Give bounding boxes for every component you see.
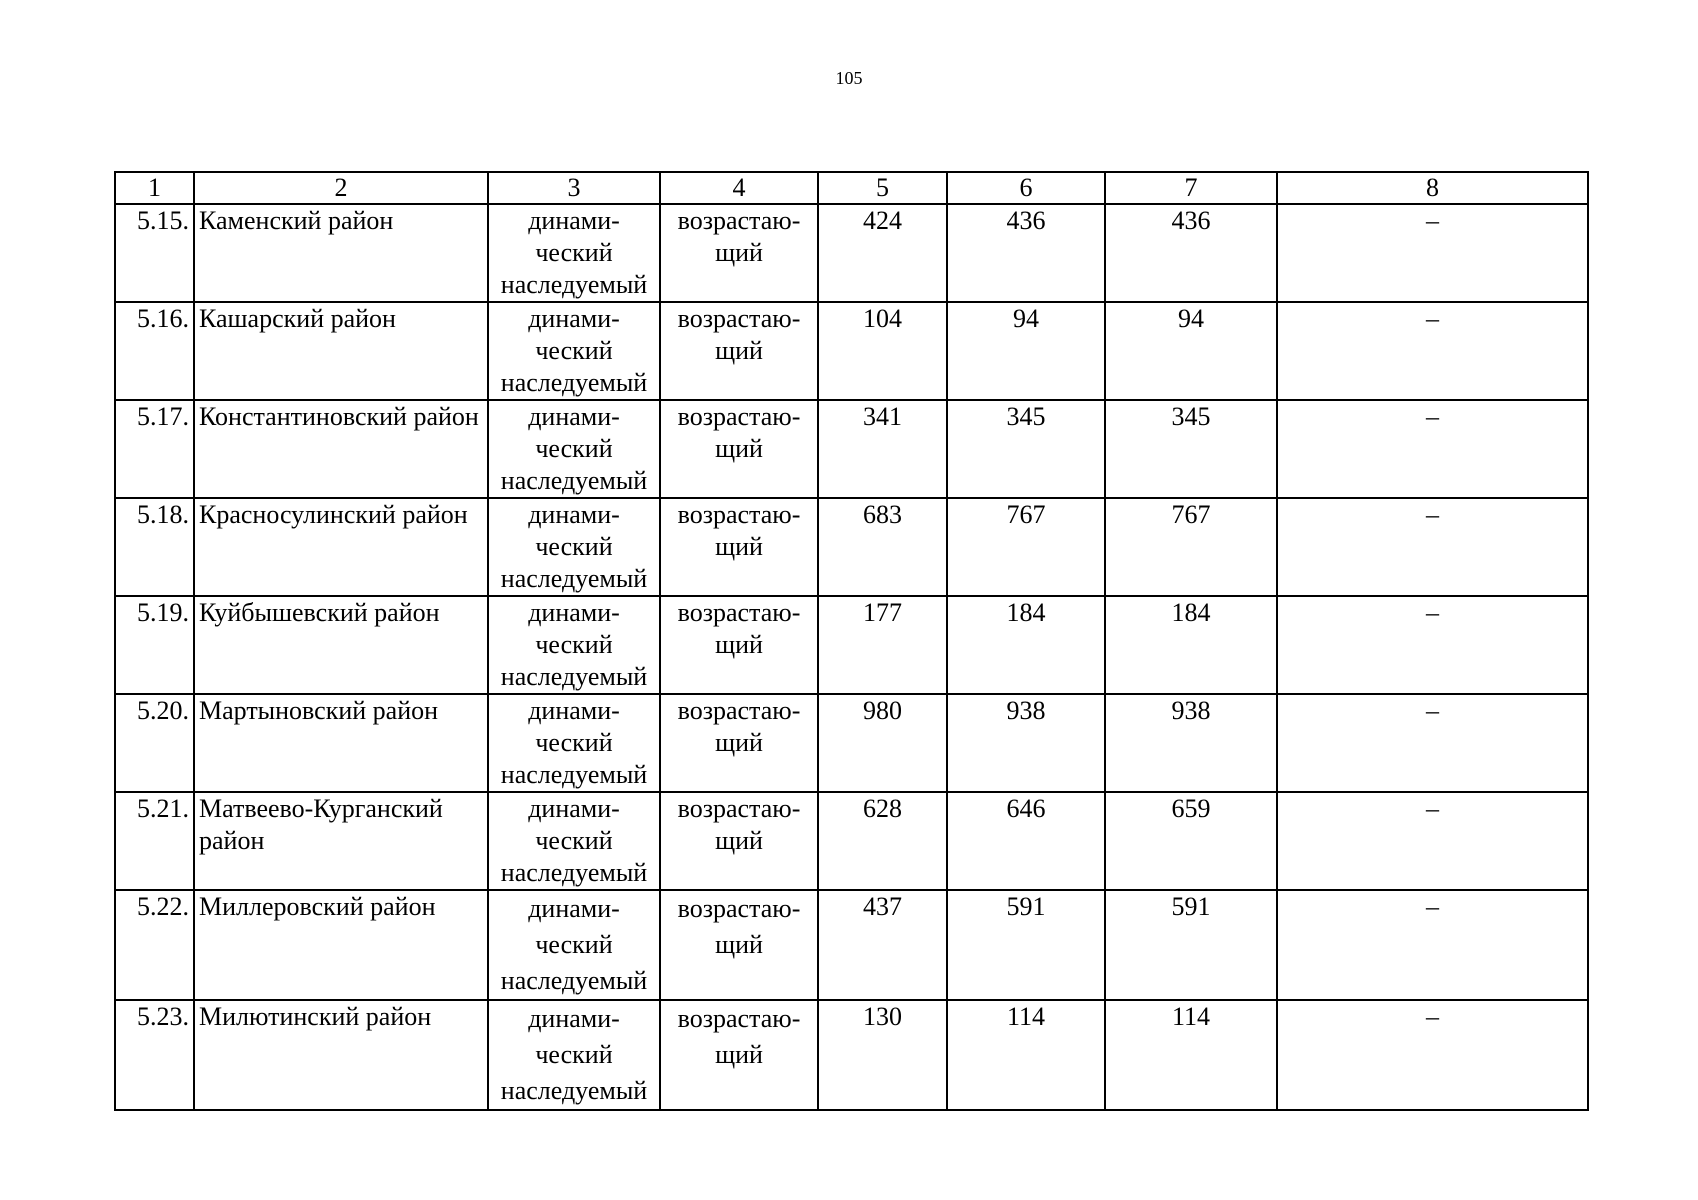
value-col8: –: [1277, 1000, 1588, 1110]
column-header: 7: [1105, 172, 1277, 204]
type-line: наследуемый: [500, 368, 648, 397]
value-col8: –: [1277, 792, 1588, 890]
trend-line: щий: [715, 336, 763, 365]
type-line: динами-: [528, 1004, 620, 1033]
value-col6: 938: [947, 694, 1105, 792]
type-line: ческий: [535, 930, 613, 959]
type-line: наследуемый: [500, 760, 648, 789]
column-header: 8: [1277, 172, 1588, 204]
table-row: [115, 498, 1588, 596]
value-col5: 980: [818, 694, 947, 792]
trend-line: щий: [715, 532, 763, 561]
type-cell: [488, 694, 660, 792]
trend-line: щий: [715, 826, 763, 855]
trend-line: щий: [715, 1040, 763, 1069]
page-number: 105: [835, 68, 863, 88]
row-number: 5.20.: [115, 694, 194, 792]
row-number: 5.22.: [115, 890, 194, 1000]
type-cell: [488, 204, 660, 302]
row-number: 5.17.: [115, 400, 194, 498]
type-cell: [488, 890, 660, 1000]
type-cell: [488, 792, 660, 890]
table-row: [115, 890, 1588, 1000]
type-line: ческий: [535, 826, 613, 855]
type-line: динами-: [528, 598, 620, 627]
value-col6: 436: [947, 204, 1105, 302]
row-number: 5.18.: [115, 498, 194, 596]
value-col8: –: [1277, 400, 1588, 498]
value-col6: 94: [947, 302, 1105, 400]
column-header: 3: [488, 172, 660, 204]
type-line: динами-: [528, 500, 620, 529]
header-row: [115, 172, 1588, 204]
trend-line: возрастаю-: [677, 402, 801, 431]
row-number: 5.21.: [115, 792, 194, 890]
trend-line: щий: [715, 434, 763, 463]
value-col6: 767: [947, 498, 1105, 596]
district-name: Константиновский район: [194, 400, 488, 498]
value-col5: 104: [818, 302, 947, 400]
type-line: ческий: [535, 1040, 613, 1069]
type-cell: [488, 302, 660, 400]
column-header: 2: [194, 172, 488, 204]
district-name: Матвеево-Курганский район: [194, 792, 488, 890]
value-col5: 683: [818, 498, 947, 596]
table-row: [115, 792, 1588, 890]
type-line: динами-: [528, 402, 620, 431]
value-col7: 767: [1105, 498, 1277, 596]
district-name: Каменский район: [194, 204, 488, 302]
trend-cell: [660, 302, 818, 400]
type-cell: [488, 400, 660, 498]
type-line: наследуемый: [500, 466, 648, 495]
trend-line: возрастаю-: [677, 894, 801, 923]
trend-line: возрастаю-: [677, 304, 801, 333]
trend-line: возрастаю-: [677, 794, 801, 823]
trend-cell: [660, 792, 818, 890]
value-col8: –: [1277, 596, 1588, 694]
column-header: 1: [115, 172, 194, 204]
trend-cell: [660, 204, 818, 302]
type-line: наследуемый: [500, 564, 648, 593]
trend-line: щий: [715, 728, 763, 757]
value-col8: –: [1277, 694, 1588, 792]
type-line: ческий: [535, 238, 613, 267]
type-line: динами-: [528, 304, 620, 333]
value-col8: –: [1277, 498, 1588, 596]
table-row: [115, 204, 1588, 302]
trend-line: щий: [715, 630, 763, 659]
district-name: Миллеровский район: [194, 890, 488, 1000]
value-col7: 659: [1105, 792, 1277, 890]
type-line: динами-: [528, 894, 620, 923]
type-line: динами-: [528, 696, 620, 725]
trend-cell: [660, 890, 818, 1000]
type-line: динами-: [528, 206, 620, 235]
value-col5: 437: [818, 890, 947, 1000]
value-col7: 114: [1105, 1000, 1277, 1110]
type-cell: [488, 498, 660, 596]
row-number: 5.15.: [115, 204, 194, 302]
column-header: 6: [947, 172, 1105, 204]
value-col6: 114: [947, 1000, 1105, 1110]
value-col7: 938: [1105, 694, 1277, 792]
value-col7: 184: [1105, 596, 1277, 694]
trend-line: возрастаю-: [677, 206, 801, 235]
type-line: наследуемый: [500, 966, 648, 995]
row-number: 5.19.: [115, 596, 194, 694]
trend-cell: [660, 1000, 818, 1110]
trend-line: щий: [715, 930, 763, 959]
district-name: Мартыновский район: [194, 694, 488, 792]
value-col7: 94: [1105, 302, 1277, 400]
value-col6: 591: [947, 890, 1105, 1000]
district-name: Куйбышевский район: [194, 596, 488, 694]
row-number: 5.23.: [115, 1000, 194, 1110]
table-row: [115, 400, 1588, 498]
value-col8: –: [1277, 204, 1588, 302]
column-header: 4: [660, 172, 818, 204]
value-col5: 341: [818, 400, 947, 498]
district-name: Милютинский район: [194, 1000, 488, 1110]
trend-cell: [660, 498, 818, 596]
data-table: [114, 171, 1589, 1111]
type-line: наследуемый: [500, 662, 648, 691]
value-col5: 628: [818, 792, 947, 890]
type-line: наследуемый: [500, 1076, 648, 1105]
type-line: наследуемый: [500, 270, 648, 299]
value-col5: 130: [818, 1000, 947, 1110]
type-line: ческий: [535, 434, 613, 463]
value-col5: 424: [818, 204, 947, 302]
trend-line: возрастаю-: [677, 500, 801, 529]
type-line: наследуемый: [500, 858, 648, 887]
type-line: ческий: [535, 630, 613, 659]
table-row: [115, 302, 1588, 400]
type-line: ческий: [535, 532, 613, 561]
value-col7: 591: [1105, 890, 1277, 1000]
value-col8: –: [1277, 890, 1588, 1000]
type-cell: [488, 596, 660, 694]
trend-cell: [660, 694, 818, 792]
trend-line: щий: [715, 238, 763, 267]
value-col5: 177: [818, 596, 947, 694]
value-col7: 345: [1105, 400, 1277, 498]
value-col6: 345: [947, 400, 1105, 498]
trend-cell: [660, 400, 818, 498]
table-row: [115, 694, 1588, 792]
column-header: 5: [818, 172, 947, 204]
type-line: динами-: [528, 794, 620, 823]
row-number: 5.16.: [115, 302, 194, 400]
district-name: Кашарский район: [194, 302, 488, 400]
type-line: ческий: [535, 728, 613, 757]
trend-line: возрастаю-: [677, 1004, 801, 1033]
trend-cell: [660, 596, 818, 694]
value-col7: 436: [1105, 204, 1277, 302]
value-col6: 646: [947, 792, 1105, 890]
value-col6: 184: [947, 596, 1105, 694]
district-name: Красносулинский район: [194, 498, 488, 596]
trend-line: возрастаю-: [677, 696, 801, 725]
type-line: ческий: [535, 336, 613, 365]
value-col8: –: [1277, 302, 1588, 400]
table-row: [115, 1000, 1588, 1110]
table-row: [115, 596, 1588, 694]
type-cell: [488, 1000, 660, 1110]
trend-line: возрастаю-: [677, 598, 801, 627]
